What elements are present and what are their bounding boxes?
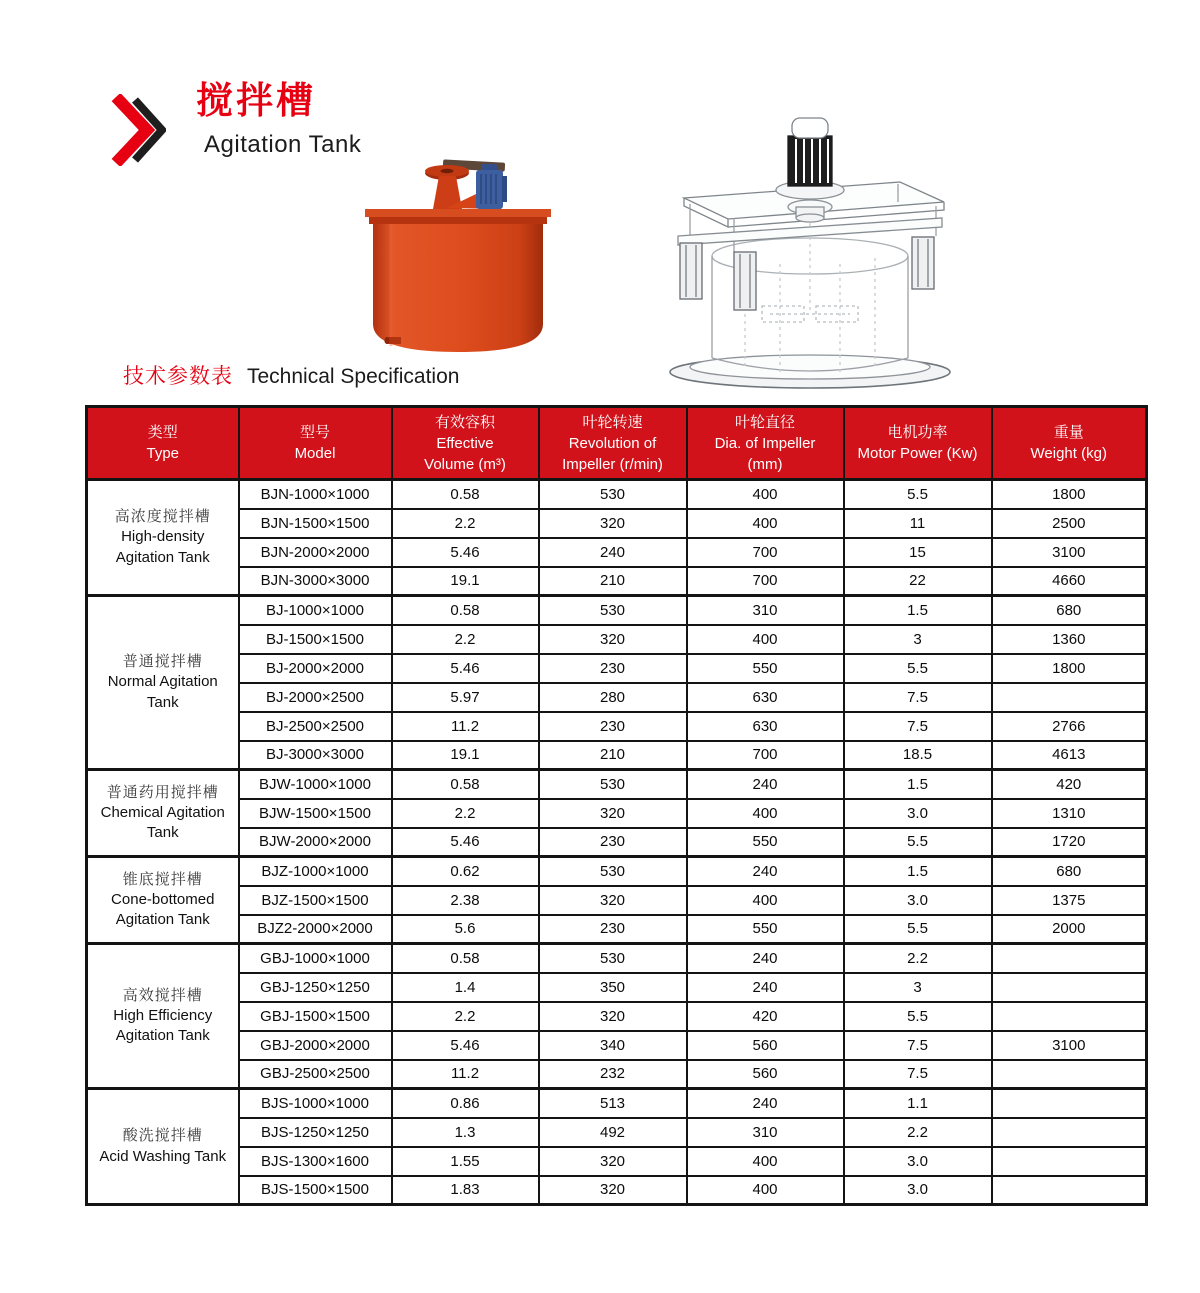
volume-cell: 11.2 [392,712,539,741]
page-title-zh: 搅拌槽 [196,80,316,121]
model-cell: BJN-2000×2000 [239,538,392,567]
volume-cell: 5.6 [392,915,539,944]
power-cell: 5.5 [844,1002,992,1031]
diameter-cell: 240 [687,944,844,973]
diameter-cell: 630 [687,683,844,712]
model-cell: BJZ-1000×1000 [239,857,392,886]
power-cell: 5.5 [844,654,992,683]
table-row [87,596,1147,625]
power-cell: 1.1 [844,1089,992,1118]
weight-cell [992,1060,1147,1089]
weight-cell: 2500 [992,509,1147,538]
volume-cell: 1.4 [392,973,539,1002]
volume-cell: 2.2 [392,625,539,654]
model-cell: GBJ-1250×1250 [239,973,392,1002]
power-cell: 7.5 [844,1060,992,1089]
weight-cell: 420 [992,770,1147,799]
power-cell: 3.0 [844,1147,992,1176]
volume-cell: 1.55 [392,1147,539,1176]
model-cell: BJZ2-2000×2000 [239,915,392,944]
revolution-cell: 530 [539,480,687,509]
diameter-cell: 310 [687,596,844,625]
table-row [87,509,1147,538]
revolution-cell: 210 [539,741,687,770]
power-cell: 1.5 [844,770,992,799]
model-cell: BJ-1000×1000 [239,596,392,625]
volume-cell: 0.58 [392,596,539,625]
section-label-en: Technical Specification [247,365,460,388]
revolution-cell: 492 [539,1118,687,1147]
section-label-zh: 技术参数表 [123,365,233,388]
model-cell: BJ-2500×2500 [239,712,392,741]
type-cell: 锥底搅拌槽 Cone-bottomed Agitation Tank [87,857,239,944]
revolution-cell: 320 [539,1176,687,1205]
volume-cell: 2.2 [392,799,539,828]
model-cell: BJZ-1500×1500 [239,886,392,915]
revolution-cell: 350 [539,973,687,1002]
table-row [87,1176,1147,1205]
weight-cell [992,1147,1147,1176]
power-cell: 3 [844,973,992,1002]
volume-cell: 0.58 [392,770,539,799]
revolution-cell: 320 [539,1002,687,1031]
diameter-cell: 550 [687,915,844,944]
diameter-cell: 400 [687,1147,844,1176]
revolution-cell: 230 [539,654,687,683]
weight-cell: 1800 [992,654,1147,683]
power-cell: 18.5 [844,741,992,770]
power-cell: 3.0 [844,799,992,828]
table-row [87,712,1147,741]
revolution-cell: 530 [539,944,687,973]
weight-cell: 3100 [992,538,1147,567]
diameter-cell: 240 [687,770,844,799]
weight-cell: 2766 [992,712,1147,741]
diameter-cell: 630 [687,712,844,741]
weight-cell: 1360 [992,625,1147,654]
revolution-cell: 230 [539,828,687,857]
table-row [87,741,1147,770]
technical-drawing [650,106,970,398]
weight-cell [992,1118,1147,1147]
table-row [87,567,1147,596]
power-cell: 22 [844,567,992,596]
table-row [87,1060,1147,1089]
table-row [87,1002,1147,1031]
revolution-cell: 530 [539,596,687,625]
column-header: 有效容积 Effective Volume (m³) [392,407,539,480]
model-cell: BJS-1250×1250 [239,1118,392,1147]
weight-cell: 4660 [992,567,1147,596]
revolution-cell: 280 [539,683,687,712]
column-header: 叶轮直径 Dia. of Impeller (mm) [687,407,844,480]
model-cell: BJN-1000×1000 [239,480,392,509]
table-row [87,683,1147,712]
weight-cell [992,973,1147,1002]
diameter-cell: 560 [687,1060,844,1089]
model-cell: BJN-3000×3000 [239,567,392,596]
table-row [87,886,1147,915]
volume-cell: 1.3 [392,1118,539,1147]
column-header: 电机功率 Motor Power (Kw) [844,407,992,480]
table-row [87,770,1147,799]
table-row [87,828,1147,857]
weight-cell [992,1002,1147,1031]
diameter-cell: 400 [687,886,844,915]
model-cell: GBJ-1500×1500 [239,1002,392,1031]
volume-cell: 5.46 [392,654,539,683]
revolution-cell: 240 [539,538,687,567]
weight-cell: 1800 [992,480,1147,509]
table-row [87,857,1147,886]
diameter-cell: 550 [687,654,844,683]
revolution-cell: 530 [539,770,687,799]
power-cell: 5.5 [844,915,992,944]
diameter-cell: 700 [687,538,844,567]
power-cell: 7.5 [844,1031,992,1060]
volume-cell: 2.38 [392,886,539,915]
volume-cell: 2.2 [392,509,539,538]
type-cell: 普通搅拌槽 Normal Agitation Tank [87,596,239,770]
column-header: 型号 Model [239,407,392,480]
table-row [87,625,1147,654]
volume-cell: 1.83 [392,1176,539,1205]
power-cell: 1.5 [844,857,992,886]
page-title-en: Agitation Tank [204,130,362,158]
volume-cell: 0.62 [392,857,539,886]
power-cell: 2.2 [844,1118,992,1147]
spec-table [85,405,1148,1206]
table-row [87,1031,1147,1060]
power-cell: 15 [844,538,992,567]
revolution-cell: 320 [539,886,687,915]
table-row [87,1118,1147,1147]
power-cell: 3 [844,625,992,654]
diameter-cell: 700 [687,741,844,770]
diameter-cell: 400 [687,1176,844,1205]
model-cell: BJ-3000×3000 [239,741,392,770]
volume-cell: 0.86 [392,1089,539,1118]
table-row [87,973,1147,1002]
power-cell: 7.5 [844,683,992,712]
revolution-cell: 210 [539,567,687,596]
revolution-cell: 530 [539,857,687,886]
weight-cell: 3100 [992,1031,1147,1060]
volume-cell: 5.46 [392,828,539,857]
type-cell: 高浓度搅拌槽 High-density Agitation Tank [87,480,239,596]
diameter-cell: 560 [687,1031,844,1060]
model-cell: GBJ-2000×2000 [239,1031,392,1060]
volume-cell: 0.58 [392,944,539,973]
volume-cell: 5.46 [392,538,539,567]
column-header: 叶轮转速 Revolution of Impeller (r/min) [539,407,687,480]
power-cell: 3.0 [844,1176,992,1205]
revolution-cell: 232 [539,1060,687,1089]
volume-cell: 5.46 [392,1031,539,1060]
model-cell: BJW-1000×1000 [239,770,392,799]
model-cell: BJS-1500×1500 [239,1176,392,1205]
diameter-cell: 400 [687,480,844,509]
revolution-cell: 320 [539,1147,687,1176]
revolution-cell: 320 [539,625,687,654]
table-row [87,1147,1147,1176]
double-chevron-right-icon [108,94,166,166]
diameter-cell: 240 [687,1089,844,1118]
weight-cell: 680 [992,596,1147,625]
model-cell: BJW-1500×1500 [239,799,392,828]
product-photo [363,156,553,366]
weight-cell: 1310 [992,799,1147,828]
type-cell: 酸洗搅拌槽 Acid Washing Tank [87,1089,239,1205]
model-cell: BJ-1500×1500 [239,625,392,654]
volume-cell: 2.2 [392,1002,539,1031]
volume-cell: 19.1 [392,567,539,596]
power-cell: 7.5 [844,712,992,741]
model-cell: GBJ-1000×1000 [239,944,392,973]
revolution-cell: 340 [539,1031,687,1060]
type-cell: 高效搅拌槽 High Efficiency Agitation Tank [87,944,239,1089]
volume-cell: 5.97 [392,683,539,712]
table-row [87,538,1147,567]
volume-cell: 19.1 [392,741,539,770]
diameter-cell: 240 [687,973,844,1002]
diameter-cell: 700 [687,567,844,596]
diameter-cell: 550 [687,828,844,857]
power-cell: 5.5 [844,480,992,509]
diameter-cell: 240 [687,857,844,886]
weight-cell: 680 [992,857,1147,886]
model-cell: BJ-2000×2000 [239,654,392,683]
title-block [196,80,361,159]
weight-cell [992,1176,1147,1205]
revolution-cell: 230 [539,915,687,944]
model-cell: BJS-1300×1600 [239,1147,392,1176]
diameter-cell: 310 [687,1118,844,1147]
type-cell: 普通药用搅拌槽 Chemical Agitation Tank [87,770,239,857]
power-cell: 2.2 [844,944,992,973]
volume-cell: 11.2 [392,1060,539,1089]
diameter-cell: 420 [687,1002,844,1031]
spec-table-header-row [87,407,1147,480]
column-header: 类型 Type [87,407,239,480]
weight-cell [992,944,1147,973]
model-cell: BJN-1500×1500 [239,509,392,538]
volume-cell: 0.58 [392,480,539,509]
table-row [87,915,1147,944]
weight-cell: 4613 [992,741,1147,770]
weight-cell: 1375 [992,886,1147,915]
weight-cell [992,683,1147,712]
column-header: 重量 Weight (kg) [992,407,1147,480]
power-cell: 11 [844,509,992,538]
weight-cell: 1720 [992,828,1147,857]
table-row [87,654,1147,683]
power-cell: 3.0 [844,886,992,915]
table-row [87,480,1147,509]
revolution-cell: 513 [539,1089,687,1118]
spec-table-body [87,480,1147,1205]
diameter-cell: 400 [687,799,844,828]
model-cell: BJS-1000×1000 [239,1089,392,1118]
section-label [123,360,459,390]
power-cell: 1.5 [844,596,992,625]
revolution-cell: 320 [539,509,687,538]
revolution-cell: 320 [539,799,687,828]
diameter-cell: 400 [687,625,844,654]
weight-cell [992,1089,1147,1118]
table-row [87,944,1147,973]
diameter-cell: 400 [687,509,844,538]
table-row [87,799,1147,828]
weight-cell: 2000 [992,915,1147,944]
table-row [87,1089,1147,1118]
revolution-cell: 230 [539,712,687,741]
model-cell: BJ-2000×2500 [239,683,392,712]
model-cell: BJW-2000×2000 [239,828,392,857]
model-cell: GBJ-2500×2500 [239,1060,392,1089]
power-cell: 5.5 [844,828,992,857]
